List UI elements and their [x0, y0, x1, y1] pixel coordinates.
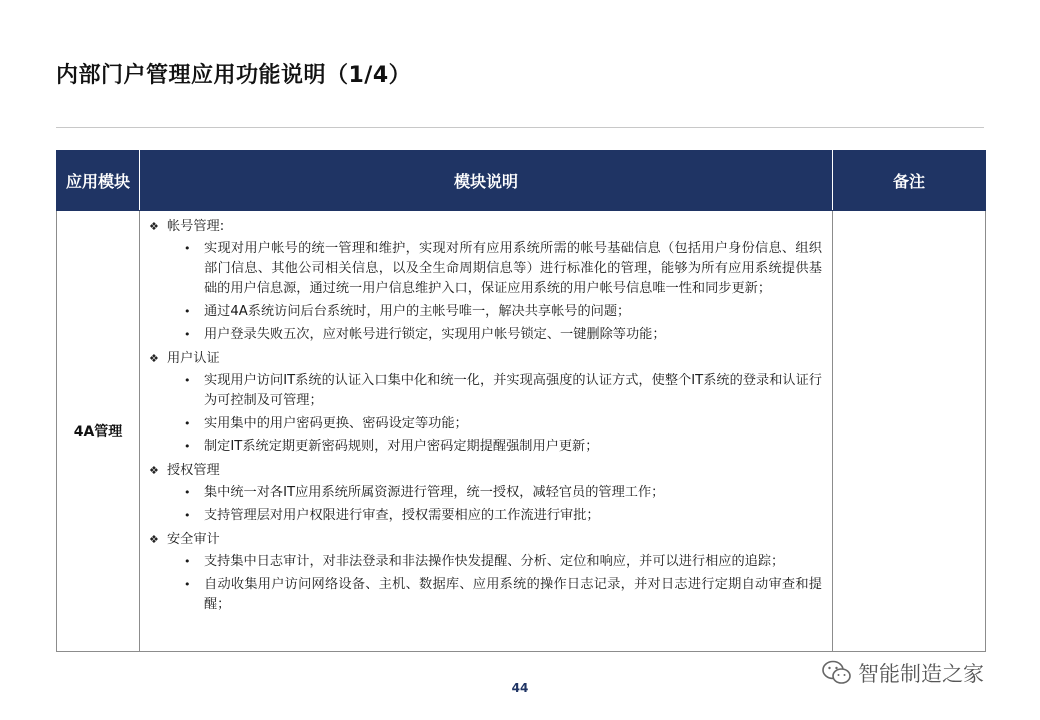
description-cell — [140, 211, 833, 652]
list-item-text: 通过4A系统访问后台系统时，用户的主帐号唯一，解决共享帐号的问题； — [204, 304, 631, 319]
dot-bullet-icon: • — [184, 509, 191, 522]
section-heading — [148, 217, 822, 237]
list-item-text: 集中统一对各IT应用系统所属资源进行管理，统一授权，减轻官员的管理工作； — [204, 485, 665, 500]
dot-bullet-icon: • — [184, 305, 191, 318]
wechat-icon — [822, 660, 852, 686]
remark-cell — [833, 211, 986, 652]
dot-bullet-icon: • — [184, 417, 191, 430]
list-item-text: 实现用户访问IT系统的认证入口集中化和统一化，并实现高强度的认证方式，使整个IT系统的登录和认证行为可控制及可管理； — [204, 373, 822, 408]
section-heading — [148, 349, 822, 369]
dot-bullet-icon: • — [184, 486, 191, 499]
table-header-row — [57, 151, 986, 211]
header-remark: 备注 — [833, 151, 986, 211]
list-item-text: 自动收集用户访问网络设备、主机、数据库、应用系统的操作日志记录，并对日志进行定期自动审查和提醒； — [204, 577, 822, 612]
section-heading — [148, 461, 822, 481]
dot-bullet-icon: • — [184, 440, 191, 453]
dot-bullet-icon: • — [184, 555, 191, 568]
function-table — [56, 150, 986, 652]
watermark-text: 智能制造之家 — [858, 662, 984, 686]
section-item-list — [148, 552, 822, 615]
header-description: 模块说明 — [140, 151, 833, 211]
module-cell: 4A管理 — [57, 211, 140, 652]
diamond-bullet-icon: ❖ — [149, 352, 159, 365]
dot-bullet-icon: • — [184, 242, 191, 255]
page-title: 内部门户管理应用功能说明（1/4） — [56, 63, 412, 88]
diamond-bullet-icon: ❖ — [149, 533, 159, 546]
list-item-text: 实现对用户帐号的统一管理和维护，实现对所有应用系统所需的帐号基础信息（包括用户身份信息、组织部门信息、其他公司相关信息，以及全生命周期信息等）进行标准化的管理，能够为所有应用系统提供基础的用户信息源，通过统一用户信息维护入口，保证应用系统的用户帐号信息唯一性和同步更新； — [204, 241, 822, 296]
section-heading-label: 安全审计 — [167, 532, 220, 547]
dot-bullet-icon: • — [184, 578, 191, 591]
header-module: 应用模块 — [57, 151, 140, 211]
list-item — [184, 302, 822, 322]
list-item — [184, 437, 822, 457]
section-heading-label: 用户认证 — [167, 351, 220, 366]
section-item-list — [148, 239, 822, 345]
description-content — [140, 211, 832, 623]
list-item — [184, 325, 822, 345]
list-item — [184, 371, 822, 411]
dot-bullet-icon: • — [184, 328, 191, 341]
section-heading-label: 帐号管理: — [167, 219, 225, 234]
list-item-text: 支持集中日志审计，对非法登录和非法操作快发提醒、分析、定位和响应，并可以进行相应的追踪； — [204, 554, 785, 569]
list-item-text: 实用集中的用户密码更换、密码设定等功能； — [204, 416, 468, 431]
watermark — [822, 658, 984, 688]
diamond-bullet-icon: ❖ — [149, 464, 159, 477]
list-item — [184, 506, 822, 526]
dot-bullet-icon: • — [184, 374, 191, 387]
page-number: 44 — [511, 681, 529, 695]
section-item-list — [148, 483, 822, 526]
diamond-bullet-icon: ❖ — [149, 220, 159, 233]
list-item — [184, 483, 822, 503]
list-item — [184, 239, 822, 299]
list-item — [184, 552, 822, 572]
list-item-text: 用户登录失败五次，应对帐号进行锁定，实现用户帐号锁定、一键删除等功能； — [204, 327, 666, 342]
section-item-list — [148, 371, 822, 457]
list-item — [184, 414, 822, 434]
list-item-text: 支持管理层对用户权限进行审查，授权需要相应的工作流进行审批； — [204, 508, 600, 523]
list-item — [184, 575, 822, 615]
list-item-text: 制定IT系统定期更新密码规则，对用户密码定期提醒强制用户更新； — [204, 439, 599, 454]
section-heading — [148, 530, 822, 550]
title-divider — [56, 127, 984, 128]
table-row — [57, 211, 986, 652]
section-heading-label: 授权管理 — [167, 463, 220, 478]
